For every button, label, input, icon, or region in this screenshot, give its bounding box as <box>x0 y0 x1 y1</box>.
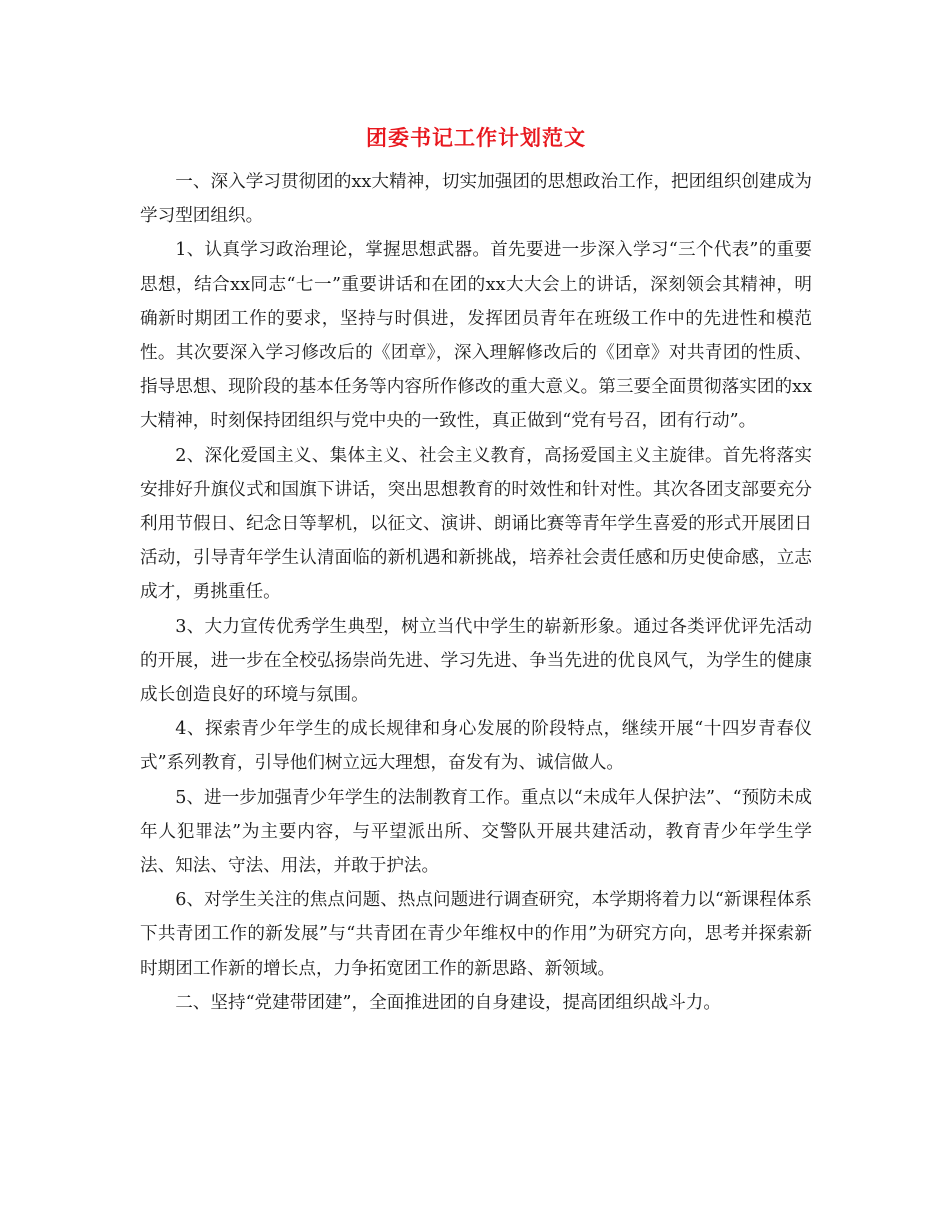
paragraph-section-2-heading: 二、坚持“党建带团建”，全面推进团的自身建设，提高团组织战斗力。 <box>175 992 721 1013</box>
paragraph-item-5: 5、进一步加强青少年学生的法制教育工作。重点以“未成年人保护法”、“预防未成年人犯罪法”为主要内容，与平望派出所、交警队开展共建活动，教育青少年学生学法、知法、守法、用法，并敢于护法。 <box>140 787 812 877</box>
paragraph-item-1: 1、认真学习政治理论，掌握思想武器。首先要进一步深入学习“三个代表”的重要思想，结合xx同志“七一”重要讲话和在团的xx大大会上的讲话，深刻领会其精神，明确新时期团工作的要求，坚持与时俱进，发挥团员青年在班级工作中的先进性和模范性。其次要深入学习修改后的《团章》，深入理解修改后的《团章》对共青团的性质、指导思想、现阶段的基本任务等内容所作修改的重大意义。第三要全面贯彻落实团的xx大精神，时刻保持团组织与党中央的一致性，真正做到“党有号召，团有行动”。 <box>140 240 812 432</box>
paragraph-item-2: 2、深化爱国主义、集体主义、社会主义教育，高扬爱国主义主旋律。首先将落实安排好升旗仪式和国旗下讲话，突出思想教育的时效性和针对性。其次各团支部要充分利用节假日、纪念日等挈机，以征文、演讲、朗诵比赛等青年学生喜爱的形式开展团日活动，引导青年学生认清面临的新机遇和新挑战，培养社会责任感和历史使命感，立志成才，勇挑重任。 <box>140 445 812 603</box>
document-title: 团委书记工作计划范文 <box>366 125 586 150</box>
paragraph-item-4: 4、探索青少年学生的成长规律和身心发展的阶段特点，继续开展“十四岁青春仪式”系列教育，引导他们树立远大理想，奋发有为、诚信做人。 <box>140 719 812 774</box>
paragraph-section-1-heading: 一、深入学习贯彻团的xx大精神，切实加强团的思想政治工作，把团组织创建成为学习型团组织。 <box>140 172 812 227</box>
paragraph-item-3: 3、大力宣传优秀学生典型，树立当代中学生的崭新形象。通过各类评优评先活动的开展，进一步在全校弘扬崇尚先进、学习先进、争当先进的优良风气，为学生的健康成长创造良好的环境与氛围。 <box>140 616 812 706</box>
paragraph-item-6: 6、对学生关注的焦点问题、热点问题进行调查研究，本学期将着力以“新课程体系下共青团工作的新发展”与“共青团在青少年维权中的作用”为研究方向，思考并探索新时期团工作新的增长点，力争拓宽团工作的新思路、新领域。 <box>140 890 812 979</box>
document-body <box>140 165 812 1020</box>
